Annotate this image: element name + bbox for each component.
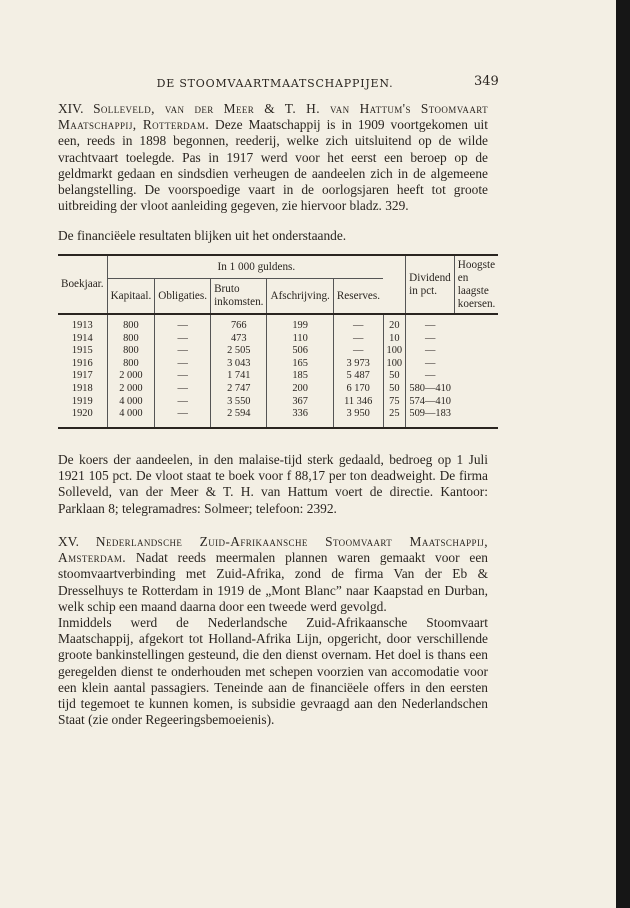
table-row — [58, 408, 498, 428]
cell-bonds: — — [155, 370, 211, 383]
section-xiv-number: XIV. — [58, 101, 84, 116]
cell-reserves: 3 950 — [333, 408, 383, 428]
col-header-year: Boekjaar. — [61, 278, 104, 290]
cell-gross: 2 505 — [211, 345, 267, 358]
scan-margin — [616, 0, 630, 908]
cell-gross: 2 594 — [211, 408, 267, 428]
section-xv-first-block — [58, 534, 488, 615]
cell-prices: — — [406, 314, 455, 333]
table-row — [58, 314, 498, 333]
cell-depreciation: 199 — [267, 314, 333, 333]
cell-prices: 574—410 — [406, 396, 455, 409]
table-intro: De financiëele resultaten blijken uit het onderstaande. — [58, 228, 347, 243]
cell-gross: 766 — [211, 314, 267, 333]
table-row — [58, 358, 498, 371]
cell-prices: — — [406, 345, 455, 358]
cell-capital: 2 000 — [107, 370, 155, 383]
cell-year: 1920 — [71, 408, 93, 420]
cell-year: 1918 — [71, 382, 93, 394]
cell-depreciation: 200 — [267, 383, 333, 396]
cell-year: 1915 — [71, 345, 93, 357]
cell-gross: 3 550 — [211, 396, 267, 409]
cell-reserves: 5 487 — [333, 370, 383, 383]
table-row — [58, 383, 498, 396]
cell-depreciation: 110 — [267, 333, 333, 346]
section-xiv-body: Deze Maatschappij is in 1909 voortgekomen uit een, reeds in 1898 begonnen, reederij, welke zich uitsluitend op de wilde vrachtvaart toelegde. Pas in 1917 werd voor het eerst een beroep op de geldmarkt gedaan en sindsdien verheugen de aandeelen zich in de algemeene belangstelling. De voorspoedige vaart in de oorlogsjaren heeft tot groote uitbreiding der vloot aanleiding gegeven, zie hiervoor bladz. 329. — [58, 117, 488, 214]
section-xv-title: Nederlandsche Zuid-Afrikaansche Stoomvaart Maatschappij, Amsterdam. — [58, 534, 488, 566]
cell-depreciation: 185 — [267, 370, 333, 383]
cell-gross: 473 — [211, 333, 267, 346]
cell-year: 1916 — [71, 357, 93, 369]
cell-depreciation: 165 — [267, 358, 333, 371]
section-xv-body-2: Inmiddels werd de Nederlandsche Zuid-Afrikaansche Stoomvaart Maatschappij, afgekort tot Holland-Afrika Lijn, opgericht, door verschillende groote bankinstellingen gesteund, die den dienst overnam. Het doel is thans een geregelden dienst te onderhouden met schepen voorzien van accomodatie voor een klein aantal passagiers. Teneinde aan de financiëele offers in den eersten tijd tegemoet te kunnen komen, is subsidie gevraagd aan den Nederlandschen Staat (zie onder Regeeringsbemoeienis). — [58, 615, 488, 728]
col-header-bonds: Obligaties. — [155, 279, 211, 315]
cell-year: 1913 — [71, 320, 93, 331]
after-table-paragraph: De koers der aandeelen, in den malaise-tijd sterk gedaald, bedroeg op 1 Juli 1921 105 pct. De vloot staat te boek voor f 88,17 per ton deadweight. De firma Solleveld, van der Meer & T. H. van Hattum voert de directie. Kantoor: Parklaan 8; telegramadres: Solmeer; telefoon: 2392. — [58, 452, 488, 516]
cell-capital: 800 — [107, 314, 155, 333]
cell-capital: 800 — [107, 358, 155, 371]
cell-gross: 2 747 — [211, 383, 267, 396]
cell-gross: 1 741 — [211, 370, 267, 383]
col-header-depreciation: Afschrijving. — [267, 279, 333, 315]
table-row — [58, 396, 498, 409]
page-number: 349 — [474, 74, 499, 89]
table-row — [58, 345, 498, 358]
cell-reserves: — — [333, 345, 383, 358]
cell-capital: 2 000 — [107, 383, 155, 396]
cell-dividend: 20 — [383, 314, 406, 333]
cell-dividend: 10 — [383, 333, 406, 346]
cell-capital: 4 000 — [107, 408, 155, 428]
section-xv-number: XV. — [58, 534, 79, 549]
cell-year: 1914 — [71, 332, 93, 344]
cell-reserves: — — [333, 333, 383, 346]
cell-bonds: — — [155, 383, 211, 396]
table-row — [58, 333, 498, 346]
cell-bonds: — — [155, 345, 211, 358]
section-xv-paragraph — [58, 534, 488, 728]
cell-dividend: 25 — [383, 408, 406, 428]
col-header-gross: Bruto inkomsten. — [211, 279, 267, 315]
cell-prices: — — [406, 358, 455, 371]
cell-capital: 800 — [107, 345, 155, 358]
cell-prices: 580—410 — [406, 383, 455, 396]
cell-capital: 800 — [107, 333, 155, 346]
cell-reserves: 11 346 — [333, 396, 383, 409]
cell-reserves: — — [333, 314, 383, 333]
cell-dividend: 100 — [383, 358, 406, 371]
cell-reserves: 6 170 — [333, 383, 383, 396]
table-row — [58, 370, 498, 383]
cell-year: 1917 — [71, 370, 93, 382]
cell-bonds: — — [155, 408, 211, 428]
col-header-dividend: Dividend in pct. — [406, 255, 455, 314]
cell-bonds: — — [155, 358, 211, 371]
section-xiv-title: Solleveld, van der Meer & T. H. van Hattum's Stoomvaart Maatschappij, Rotterdam. — [58, 101, 488, 133]
cell-depreciation: 336 — [267, 408, 333, 428]
cell-dividend: 75 — [383, 396, 406, 409]
cell-bonds: — — [155, 314, 211, 333]
cell-bonds: — — [155, 396, 211, 409]
cell-reserves: 3 973 — [333, 358, 383, 371]
cell-prices: — — [406, 370, 455, 383]
cell-capital: 4 000 — [107, 396, 155, 409]
col-header-reserves: Reserves. — [333, 279, 383, 315]
col-header-capital: Kapitaal. — [107, 279, 155, 315]
cell-dividend: 100 — [383, 345, 406, 358]
section-xv-body-1: Nadat reeds meermalen plannen waren gemaakt voor een stoomvaartverbinding met Zuid-Afrika, zond de firma Van der Eb & Dresselhuys te Rotterdam in 1919 de „Mont Blanc” naar Kaapstad en Durban, welk schip een maand daarna door een tweede werd gevolgd. — [58, 550, 488, 614]
cell-dividend: 50 — [383, 370, 406, 383]
cell-dividend: 50 — [383, 383, 406, 396]
cell-year: 1919 — [71, 395, 93, 407]
cell-gross: 3 043 — [211, 358, 267, 371]
col-group-header: In 1 000 guldens. — [107, 255, 406, 279]
col-header-prices: Hoogste en laagste koersen. — [454, 255, 498, 314]
section-xiv-paragraph — [58, 101, 488, 214]
cell-prices: 509—183 — [406, 408, 455, 428]
financial-results-table — [58, 254, 498, 429]
cell-prices: — — [406, 333, 455, 346]
cell-bonds: — — [155, 333, 211, 346]
cell-depreciation: 506 — [267, 345, 333, 358]
cell-depreciation: 367 — [267, 396, 333, 409]
running-header: DE STOOMVAARTMAATSCHAPPIJEN. — [156, 77, 394, 90]
